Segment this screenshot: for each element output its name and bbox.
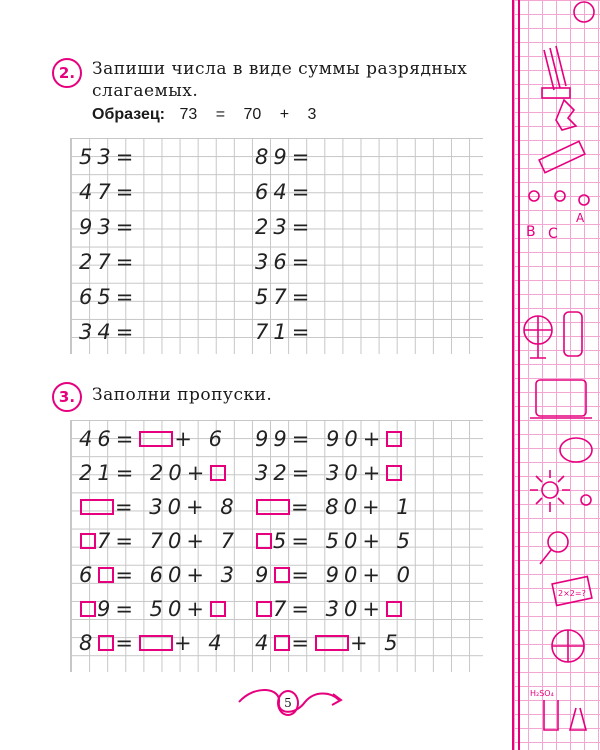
t2-right-5[interactable]: 57=: [255, 285, 315, 309]
t2-right-3[interactable]: 23=: [255, 215, 315, 239]
sample-number: 73: [179, 106, 198, 123]
task-2-title-line2: слагаемых.: [92, 81, 199, 101]
t2-left-6[interactable]: 34=: [79, 320, 139, 344]
svg-text:2×2=?: 2×2=?: [558, 589, 586, 598]
t3-r7-right-a: 4: [255, 631, 274, 655]
t2-left-4[interactable]: 27=: [79, 250, 139, 274]
task-3-title: Заполни пропуски.: [92, 385, 273, 405]
answer-box[interactable]: [80, 601, 96, 617]
t3-r3-right-b: = 80+ 1: [291, 495, 415, 519]
t3-r6-left-b: 9= 50+: [97, 597, 209, 621]
t3-r1-right-a: 99= 90+: [255, 427, 386, 451]
sample-plus: +: [279, 106, 290, 123]
answer-box[interactable]: [256, 533, 272, 549]
t3-r5-right-b: = 90+ 0: [291, 563, 415, 587]
answer-box[interactable]: [210, 601, 226, 617]
sample-label: Образец:: [92, 106, 165, 123]
t3-r2-right-a: 32= 30+: [255, 461, 386, 485]
answer-box[interactable]: [98, 567, 114, 583]
task-3-number: 3.: [52, 382, 82, 412]
t2-left-3[interactable]: 93=: [79, 215, 139, 239]
svg-text:A: A: [576, 211, 585, 225]
t3-r5-left-a: 6: [79, 563, 98, 587]
t2-right-6[interactable]: 71=: [255, 320, 315, 344]
t2-right-4[interactable]: 36=: [255, 250, 315, 274]
t3-r4-right-b: 5= 50+ 5: [273, 529, 415, 553]
answer-box[interactable]: [98, 635, 114, 651]
t3-r7-left-a: 8: [79, 631, 98, 655]
t2-left-5[interactable]: 65=: [79, 285, 139, 309]
answer-box[interactable]: [386, 465, 402, 481]
svg-text:H₂SO₄: H₂SO₄: [530, 689, 554, 698]
school-doodles-icon: [514, 0, 600, 750]
answer-box[interactable]: [139, 431, 173, 447]
answer-box[interactable]: [386, 601, 402, 617]
answer-box[interactable]: [256, 499, 290, 515]
t2-left-2[interactable]: 47=: [79, 180, 139, 204]
answer-box[interactable]: [315, 635, 349, 651]
t3-r5-right-a: 9: [255, 563, 274, 587]
task-2-number: 2.: [52, 58, 82, 88]
t3-r5-left-b: = 60+ 3: [115, 563, 239, 587]
t3-r1-left-a: 46=: [79, 427, 139, 451]
task-3-grid: [70, 420, 483, 672]
answer-box[interactable]: [80, 533, 96, 549]
svg-text:C: C: [548, 226, 558, 242]
page-number: 5: [277, 690, 299, 716]
sample-units: 3: [307, 106, 317, 123]
t3-r7-right-b: =: [291, 631, 314, 655]
t3-r6-right-b: 7= 30+: [273, 597, 385, 621]
answer-box[interactable]: [274, 567, 290, 583]
t3-r7-left-b: =: [115, 631, 138, 655]
t3-r1-left-b: + 6: [174, 427, 227, 451]
sample-eq: =: [215, 106, 226, 123]
t3-r3-left-b: = 30+ 8: [115, 495, 239, 519]
t2-right-2[interactable]: 64=: [255, 180, 315, 204]
answer-box[interactable]: [210, 465, 226, 481]
answer-box[interactable]: [274, 635, 290, 651]
sample-line: [92, 106, 330, 124]
answer-box[interactable]: [139, 635, 173, 651]
sample-tens: 70: [243, 106, 262, 123]
t3-r7-left-c: + 4: [173, 631, 227, 655]
decorative-strip: [512, 0, 600, 750]
t3-r4-left-b: 7= 70+ 7: [97, 529, 239, 553]
t3-r2-left-a: 21= 20+: [79, 461, 210, 485]
task-2-grid: [70, 138, 483, 354]
answer-box[interactable]: [256, 601, 272, 617]
answer-box[interactable]: [386, 431, 402, 447]
t3-r7-right-c: + 5: [349, 631, 403, 655]
answer-box[interactable]: [80, 499, 114, 515]
t2-right-1[interactable]: 89=: [255, 145, 315, 169]
task-2-title-line1: Запиши числа в виде суммы разрядных: [92, 59, 468, 79]
t2-left-1[interactable]: 53=: [79, 145, 139, 169]
svg-text:B: B: [526, 224, 536, 240]
